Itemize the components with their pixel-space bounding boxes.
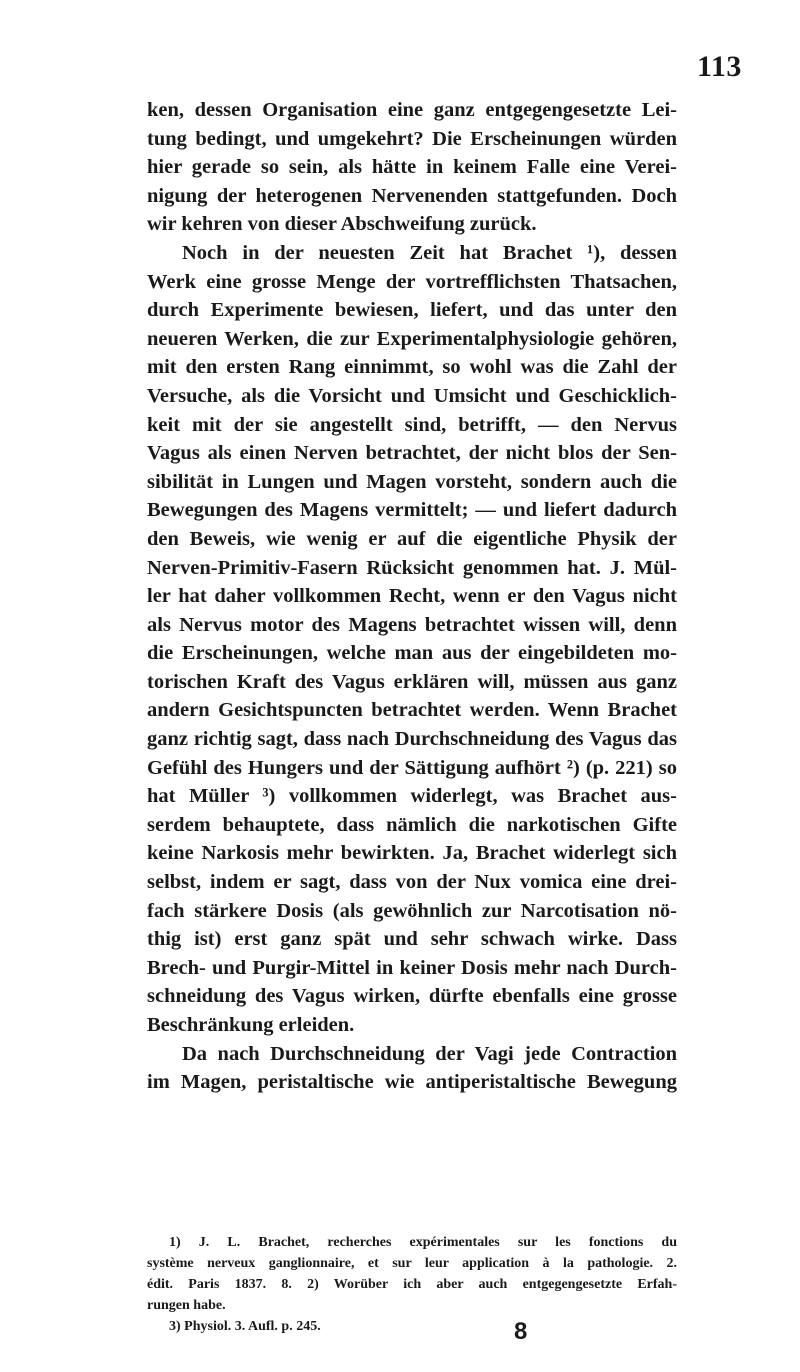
text-line: hat Müller ³) vollkommen widerlegt, was Brachet aus- (147, 785, 677, 808)
text-line: keine Narkosis mehr bewirkten. Ja, Brachet widerlegt sich (147, 842, 677, 865)
text-line: Brech- und Purgir-Mittel in keiner Dosis mehr nach Durch- (147, 956, 677, 979)
text-line: torischen Kraft des Vagus erklären will, müssen aus ganz (147, 670, 677, 693)
footnote-line: système nerveux ganglionnaire, et sur leur application à la pathologie. 2. (147, 1256, 677, 1271)
text-line: im Magen, peristaltische wie antiperistaltische Bewegung (147, 1071, 677, 1094)
text-line: selbst, indem er sagt, dass von der Nux vomica eine drei- (147, 871, 677, 894)
text-line: mit den ersten Rang einnimmt, so wohl was die Zahl der (147, 356, 677, 379)
footnote-line: 3) Physiol. 3. Aufl. p. 245. (169, 1319, 321, 1334)
text-line: Nerven-Primitiv-Fasern Rücksicht genommen hat. J. Mül- (147, 556, 677, 579)
text-line: Vagus als einen Nerven betrachtet, der nicht blos der Sen- (147, 442, 677, 465)
text-line: Da nach Durchschneidung der Vagi jede Contraction (182, 1042, 677, 1065)
text-line: neueren Werken, die zur Experimentalphysiologie gehören, (147, 327, 677, 350)
text-line: den Beweis, wie wenig er auf die eigentliche Physik der (147, 527, 677, 550)
text-line: ler hat daher vollkommen Recht, wenn er den Vagus nicht (147, 585, 677, 608)
text-line: durch Experimente bewiesen, liefert, und das unter den (147, 299, 677, 322)
text-line: fach stärkere Dosis (als gewöhnlich zur Narcotisation nö- (147, 899, 677, 922)
text-line: Werk eine grosse Menge der vortrefflichsten Thatsachen, (147, 270, 677, 293)
text-line: Bewegungen des Magens vermittelt; — und liefert dadurch (147, 499, 677, 522)
text-line: nigung der heterogenen Nervenenden stattgefunden. Doch (147, 184, 677, 207)
text-line: Gefühl des Hungers und der Sättigung aufhört ²) (p. 221) so (147, 756, 677, 779)
text-line: hier gerade so sein, als hätte in keinem Falle eine Verei- (147, 156, 677, 179)
text-line: schneidung des Vagus wirken, dürfte ebenfalls eine grosse (147, 985, 677, 1008)
footnote-line: édit. Paris 1837. 8. 2) Worüber ich aber auch entgegengesetzte Erfah- (147, 1277, 677, 1292)
text-line: ganz richtig sagt, dass nach Durchschneidung des Vagus das (147, 728, 677, 751)
signature-mark: 8 (514, 1318, 528, 1345)
text-line: Beschränkung erleiden. (147, 1014, 355, 1036)
footnotes (147, 1232, 677, 1337)
text-line: sibilität in Lungen und Magen vorsteht, sondern auch die (147, 470, 677, 493)
text-line: serdem behauptete, dass nämlich die narkotischen Gifte (147, 813, 677, 836)
footnote-line: 1) J. L. Brachet, recherches expérimentales sur les fonctions du (169, 1235, 677, 1250)
text-line: wir kehren von dieser Abschweifung zurück. (147, 213, 537, 236)
text-line: Versuche, als die Vorsicht und Umsicht und Geschicklich- (147, 384, 677, 407)
text-line: Noch in der neuesten Zeit hat Brachet ¹), dessen (182, 241, 677, 264)
text-line: tung bedingt, und umgekehrt? Die Erscheinungen würden (147, 127, 677, 150)
text-line: keit mit der sie angestellt sind, betrifft, — den Nervus (147, 413, 677, 436)
page-number: 113 (697, 50, 742, 83)
text-line: als Nervus motor des Magens betrachtet wissen will, denn (147, 613, 677, 636)
body-text (147, 96, 677, 1097)
footnote-line: rungen habe. (147, 1298, 226, 1313)
text-line: die Erscheinungen, welche man aus der eingebildeten mo- (147, 642, 677, 665)
text-line: ken, dessen Organisation eine ganz entgegengesetzte Lei- (147, 99, 677, 121)
text-line: thig ist) erst ganz spät und sehr schwach wirke. Dass (147, 928, 677, 951)
text-line: andern Gesichtspuncten betrachtet werden. Wenn Brachet (147, 699, 677, 722)
